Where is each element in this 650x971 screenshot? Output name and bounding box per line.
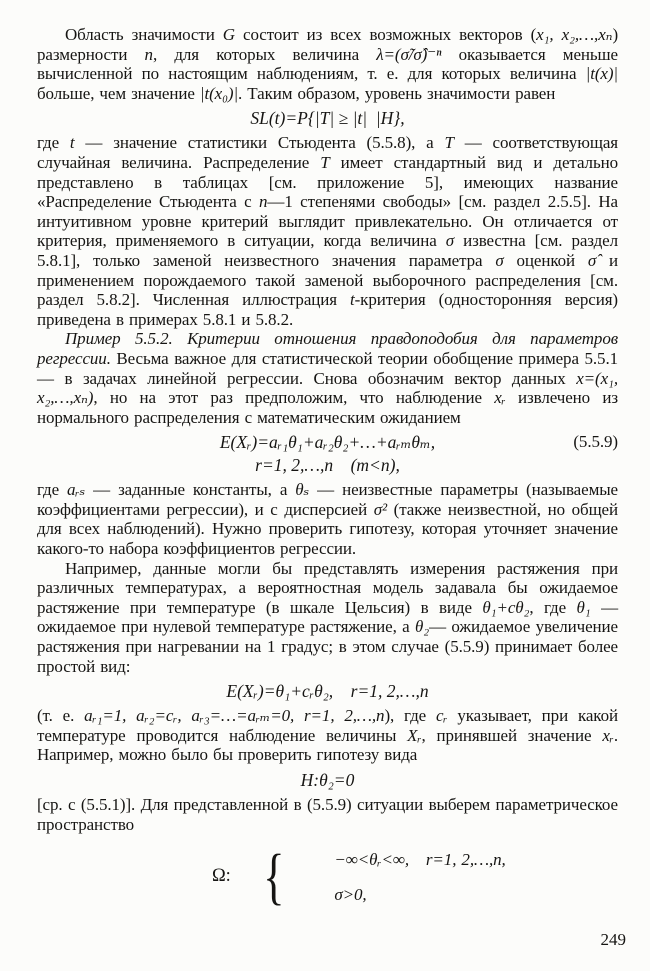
text-run: ) размерности [37,25,618,64]
paragraph [37,480,618,558]
text-run: , где [529,597,577,617]
formula [37,769,618,792]
formula [37,431,618,477]
formula-line [37,454,618,477]
text-run: Весьма важное для статистической теории обобщение примера 5.5.1 — в задачах линейной регрессии. Снова обозначим вектор данных [37,348,618,388]
text-run: T [320,152,330,172]
text-run: указывает, при какой температуре проводится наблюдение величины [37,706,618,745]
text-run: имеет стандартный вид и детально представлено в таблицах [см. приложение 5], имеющих название «Распределение Стьюдента с [37,152,618,212]
text-run: где [37,480,68,500]
text-run: σ [495,250,504,270]
page-body [37,25,619,912]
paragraph [37,706,618,765]
text-run: (т. е. [37,706,85,726]
text-run: — ожидаемое при нулевой температуре растяжение, а [37,597,618,637]
paragraph [37,133,618,329]
text-run: θ₁ [576,597,591,617]
text-run: —1 степенями свободы» [см. раздел 2.5.5]. На интуитивном уровне критерий выглядит привлекательно. Он отличается от критерия, применяемого в ситуации, когда величина [37,192,618,251]
paragraph [37,559,618,677]
text-run: оценкой [503,250,588,270]
math-text: r=1, 2,…,n (m<n), [255,455,400,476]
system-line: σ>0, [334,884,367,904]
text-run: aᵣₛ [67,480,86,500]
text-run: σ̂ [587,250,597,270]
text-run: [ср. с (5.5.1)]. Для представленной в (5.5.9) ситуации выберем параметрическое пространство [37,795,618,834]
text-run: Например, данные могли бы представлять измерения растяжения при различных температурах, а вероятностная модель задавала бы ожидаемое растяжение при температуре (в шкале Цельсия) в виде [37,558,618,617]
text-run: θ₂ [415,617,430,637]
page-number: 249 [600,930,626,949]
text-run: T [444,133,454,153]
text-run: Область значимости [65,25,223,44]
text-run: , но на этот раз предположим, что наблюдение [93,388,495,408]
text-run: — ожидаемое увеличение растяжения при нагревании на 1 градус; в этом случае (5.5.9) принимает более простой вид: [37,617,618,676]
formula-line [37,107,618,130]
text-run: λ=(σ̃/σ̂)⁻ⁿ [376,44,442,64]
text-run: n [144,44,153,64]
text-run: |t(x)| [585,64,618,84]
formula-line [37,431,618,454]
text-run: — неизвестные параметры (называемые коэффициентами регрессии), и с дисперсией [37,480,618,519]
text-run: -критерия (односторонняя версия) приведена в примерах 5.8.1 и 5.8.2. [37,290,618,329]
text-run: Пример 5.5.2. Критерии отношения правдоподобия для параметров регрессии. [37,329,618,368]
text-run: θ₁+cθ₂ [482,597,530,617]
system-line: −∞<θᵣ<∞, r=1, 2,…,n, [334,850,506,870]
text-run: , принявшей значение [421,725,603,745]
text-run: cᵣ [435,706,448,726]
paragraph [37,25,618,103]
text-run: xᵣ [494,388,506,408]
text-run: ), где [384,706,436,726]
text-run: — заданные константы, а [85,480,296,500]
text-run: — соответствующая случайная величина. Распределение [37,133,618,172]
text-run: . Например, можно было бы проверить гипотезу вида [37,725,618,765]
text-run: x=(x₁, x₂,…,xₙ) [37,368,618,408]
text-run: σ² [373,499,388,519]
system-block [212,843,618,912]
text-run: xᵣ [602,725,614,745]
system-lines [334,850,505,904]
math-text: E(Xᵣ)=aᵣ₁θ₁+aᵣ₂θ₂+…+aᵣₘθₘ, [219,432,436,453]
math-text: SL(t)=P{|T| ≥ |t| |H}, [250,108,405,129]
omega-label: Ω: [212,866,231,887]
text-run: известна [см. раздел 5.8.1], только заменой неизвестного значения параметра [37,231,618,270]
equation-number: (5.5.9) [573,432,618,452]
text-run: x₁, x₂,…,xₙ [536,25,613,44]
text-run: aᵣ₁=1, aᵣ₂=cᵣ, aᵣ₃=…=aᵣₘ=0, r=1, 2,…,n [84,706,385,726]
text-run: больше, чем значение [37,83,200,103]
paragraph [37,329,618,427]
formula-line [37,769,618,792]
text-run: θₛ [295,480,310,500]
text-run: и применением порождаемого такой заменой выборочного распределения [см. раздел 5.8.2]. Численная иллюстрация [37,250,618,310]
formula-line [37,680,618,703]
brace-icon: { [262,843,285,912]
text-run: Xᵣ [407,725,422,745]
text-run: t [349,290,355,310]
text-run: σ [445,231,455,251]
paragraph [37,795,618,834]
text-run: t [69,133,75,153]
text-run: G [222,25,235,44]
text-run: n [259,192,268,212]
formula [37,680,618,703]
text-run: , для которых величина [152,44,377,64]
text-run: . Таким образом, уровень значимости равен [238,83,556,103]
text-run: оказывается меньше вычисленной по настоящим наблюдениям, т. е. для которых величина [37,44,618,84]
text-run: извлечено из нормального распределения с математическим ожиданием [37,388,618,427]
text-run: — значение статистики Стьюдента (5.5.8), а [74,133,445,153]
text-run: |t(x₀)| [199,83,239,103]
formula [37,107,618,130]
math-text: H:θ₂=0 [300,770,355,790]
text-run: где [37,133,70,153]
text-run: состоит из всех возможных векторов ( [234,25,537,44]
math-text: E(Xᵣ)=θ₁+cᵣθ₂, r=1, 2,…,n [226,681,429,702]
text-run: (также неизвестной, но общей для всех наблюдений). Нужно проверить гипотезу, которая уточняет значение какого-то набора коэффициентов регрессии. [37,499,619,559]
